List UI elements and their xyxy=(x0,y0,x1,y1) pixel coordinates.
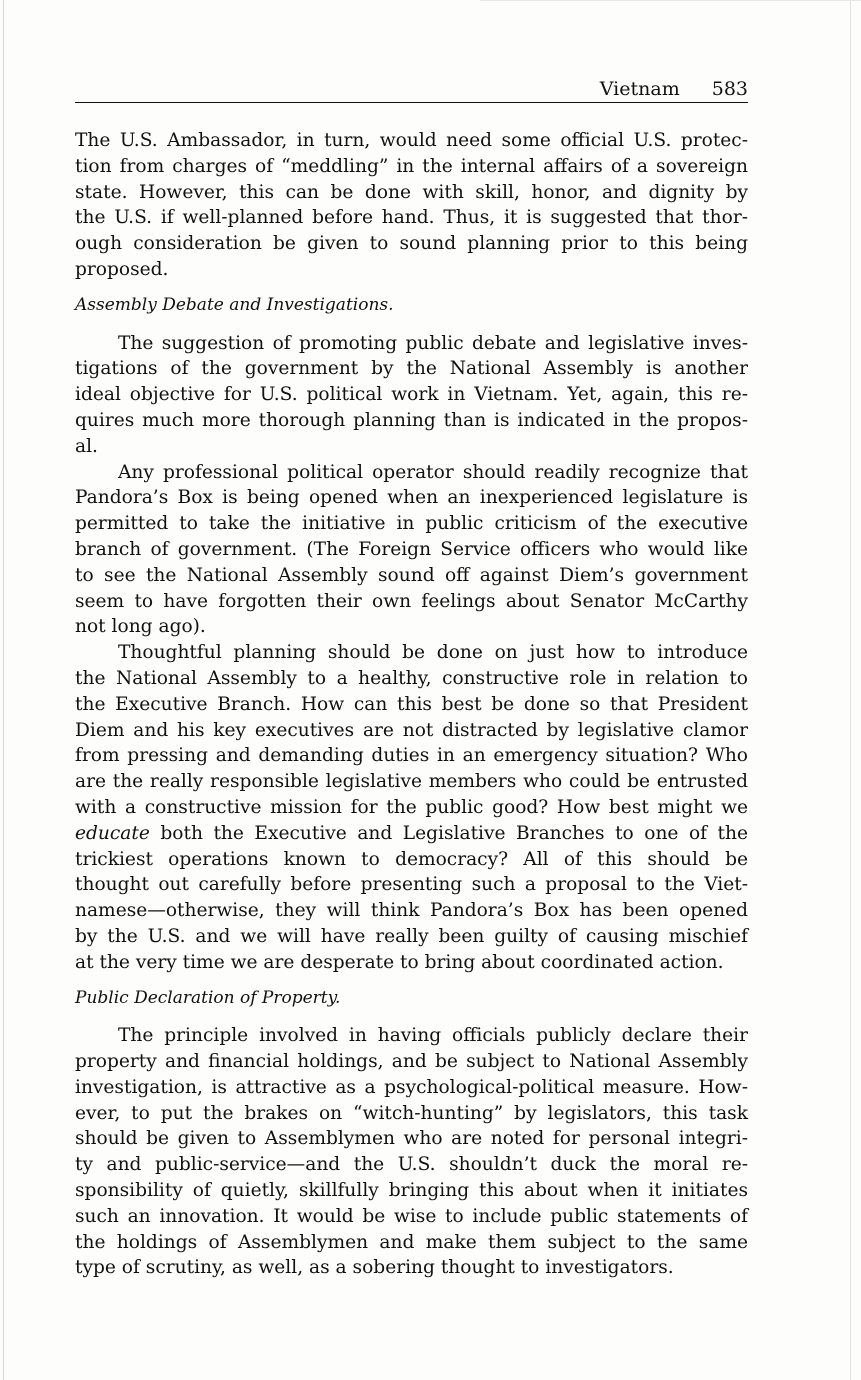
text-line: tigations of the government by the National Assembly is another xyxy=(75,358,748,380)
text-line: permitted to take the initiative in public criticism of the executive xyxy=(75,513,748,535)
section-heading-assembly-debate: Assembly Debate and Investigations. xyxy=(75,294,394,315)
text-line: at the very time we are desperate to bring about coordinated action. xyxy=(75,951,724,973)
text-line: by the U.S. and we will have really been guilty of causing mischief xyxy=(75,925,748,947)
text-line: branch of government. (The Foreign Service officers who would like xyxy=(75,538,748,560)
paragraph-1 xyxy=(75,128,748,283)
text-line: investigation, is attractive as a psychological-political measure. How- xyxy=(75,1076,748,1098)
text-line: Pandora’s Box is being opened when an inexperienced legislature is xyxy=(75,487,748,509)
text-line: ever, to put the brakes on “witch-hunting” by legislators, this task xyxy=(75,1102,748,1124)
italic-emphasis: educate xyxy=(75,822,150,844)
text-line-rest: both the Executive and Legislative Branches to one of the xyxy=(160,822,748,844)
text-line: sponsibility of quietly, skillfully bringing this about when it initiates xyxy=(75,1180,748,1202)
text-line: The principle involved in having officials publicly declare their xyxy=(118,1025,748,1047)
text-line: to see the National Assembly sound off against Diem’s government xyxy=(75,564,748,586)
text-line: ideal objective for U.S. political work in Vietnam. Yet, again, this re- xyxy=(75,384,748,406)
text-line: the U.S. if well-planned before hand. Thus, it is suggested that thor- xyxy=(75,207,748,229)
text-line: should be given to Assemblymen who are noted for personal integri- xyxy=(75,1128,748,1150)
text-line: Thoughtful planning should be done on just how to introduce xyxy=(118,642,748,664)
text-line: Any professional political operator should readily recognize that xyxy=(118,461,748,483)
text-line: al. xyxy=(75,435,98,457)
body-text xyxy=(75,128,748,1281)
text-line: proposed. xyxy=(75,258,169,280)
paragraph-3 xyxy=(75,460,748,641)
running-head xyxy=(75,76,748,103)
text-line: the holdings of Assemblymen and make them subject to the same xyxy=(75,1231,748,1253)
text-line: not long ago). xyxy=(75,616,206,638)
text-line: ough consideration be given to sound planning prior to this being xyxy=(75,233,748,255)
page-edge-right xyxy=(850,0,851,1380)
page-edge-top xyxy=(480,0,861,1)
text-line: state. However, this can be done with skill, honor, and dignity by xyxy=(75,181,748,203)
paragraph-4 xyxy=(75,640,748,975)
text-line: the National Assembly to a healthy, constructive role in relation to xyxy=(75,667,748,689)
text-line: The suggestion of promoting public debate and legislative inves- xyxy=(118,332,748,354)
section-heading-public-declaration: Public Declaration of Property. xyxy=(75,987,341,1008)
text-line: the Executive Branch. How can this best be done so that President xyxy=(75,693,748,715)
text-line: seem to have forgotten their own feelings about Senator McCarthy xyxy=(75,590,748,612)
text-line: such an innovation. It would be wise to include public statements of xyxy=(75,1205,748,1227)
text-line: tion from charges of “meddling” in the internal affairs of a sovereign xyxy=(75,155,748,177)
text-line: from pressing and demanding duties in an emergency situation? Who xyxy=(75,745,748,767)
text-line: with a constructive mission for the public good? How best might we xyxy=(75,796,748,818)
text-line: thought out carefully before presenting such a proposal to the Viet- xyxy=(75,874,748,896)
page-edge-left xyxy=(3,0,4,1380)
text-line: ty and public-service—and the U.S. shouldn’t duck the moral re- xyxy=(75,1154,748,1176)
paragraph-5 xyxy=(75,1023,748,1281)
text-line: trickiest operations known to democracy? All of this should be xyxy=(75,848,748,870)
text-line: namese—otherwise, they will think Pandora’s Box has been opened xyxy=(75,900,748,922)
running-head-title: Vietnam xyxy=(599,78,680,100)
text-line: Diem and his key executives are not distracted by legislative clamor xyxy=(75,719,748,741)
text-line: quires much more thorough planning than is indicated in the propos- xyxy=(75,409,748,431)
text-line: The U.S. Ambassador, in turn, would need some official U.S. protec- xyxy=(75,130,748,151)
text-line: property and financial holdings, and be subject to National Assembly xyxy=(75,1051,748,1073)
text-line: are the really responsible legislative members who could be entrusted xyxy=(75,771,748,793)
paragraph-2 xyxy=(75,331,748,460)
text-line xyxy=(75,821,748,847)
text-line: type of scrutiny, as well, as a sobering thought to investigators. xyxy=(75,1257,674,1279)
page-number: 583 xyxy=(711,78,748,100)
